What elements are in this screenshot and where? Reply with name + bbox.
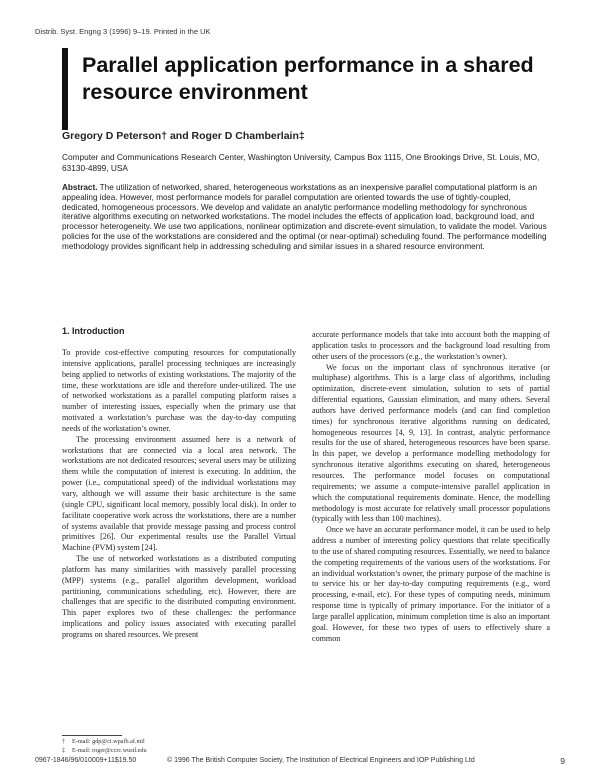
left-column	[62, 348, 296, 641]
copyright-line: © 1996 The British Computer Society, The Institution of Electrical Engineers and IOP Publishing Ltd	[167, 757, 475, 764]
paragraph: Once we have an accurate performance model, it can be used to help address a number of interesting policy questions that relate specifically to the use of shared computing resources. Essentially, we need to balance the competing requirements of the various users of the workstations. For an individual workstation’s owner, the primary purpose of the machine is to service his or her day-to-day computing requirements (e.g., word processing, e-mail, etc). For these types of computing needs, minimum response time is typically of primary importance. For the initiator of a large parallel application, minimum completion time is also an important goal. However, for these two types of users to effectively share a common	[312, 525, 550, 643]
paper-title: Parallel application performance in a shared resource environment	[82, 53, 534, 104]
page-number: 9	[560, 756, 565, 766]
abstract	[62, 183, 548, 252]
footnote-text: E-mail: roger@ccrc.wustl.edu	[72, 747, 147, 754]
footnotes	[62, 737, 147, 755]
footnote	[62, 737, 147, 746]
paragraph: To provide cost-effective computing resources for computationally intensive applications, parallel processing techniques are increasingly being applied to networks of existing workstations. The majority of the time, these workstations are idle and therefore under-utilized. The use of networked workstations as a parallel computing platform raises a number of interesting issues, especially when the primary use that motivated a workstation’s purchase was the day-to-day computing needs of the workstation’s owner.	[62, 348, 296, 433]
footnote-mark: †	[62, 738, 66, 745]
title-rule	[62, 48, 68, 130]
affiliation: Computer and Communications Research Center, Washington University, Campus Box 1115, One Brookings Drive, St. Louis, MO, 63130-4899, USA	[62, 152, 540, 173]
footnote-mark: ‡	[62, 747, 66, 754]
footnote-rule	[62, 735, 122, 736]
paragraph: The processing environment assumed here is a network of workstations that are connected via a local area network. The workstations are not dedicated resources; several users may be utilizing them while the computation of interest is executing. In addition, the power (i.e., computational speed) of the individual workstations may vary, although we will assume their basic architecture is the same (single CPU, significant local memory, possibly local disk). In order to facilitate cooperative work across the workstations, there are a number of systems available that provide message passing and process control primitives [26]. Our experimental results use the Parallel Virtual Machine (PVM) system [24].	[62, 434, 296, 553]
right-column	[312, 330, 550, 644]
abstract-text: The utilization of networked, shared, heterogeneous workstations as an inexpensive parallel computational platform is an appealing idea. However, most performance models for parallel computation are oriented towards the use of tightly-coupled, dedicated, homogeneous processors. We develop and validate an analytic performance modelling methodology for synchronous iterative algorithms executing on networked workstations. The model includes the effects of application load, background load, and processor heterogeneity. We use two applications, nonlinear optimization and discrete-event simulation, to validate the model. Various policies for the use of the workstations are considered and the optimal (or near-optimal) scheduling found. The performance modelling methodology provides significant help in addressing scheduling and similar issues in a shared resource environment.	[62, 183, 547, 251]
abstract-label: Abstract.	[62, 183, 98, 192]
issn-code: 0967-1846/96/010009+11$19.50	[35, 757, 137, 764]
running-head: Distrib. Syst. Engng 3 (1996) 9–19. Printed in the UK	[35, 27, 211, 36]
paragraph: We focus on the important class of synchronous iterative (or multiphase) algorithms. This is a large class of algorithms, including optimization, discrete-event simulation, solution to sets of partial differential equations, Gaussian elimination, and many others. Several authors have derived performance models (and can find completion times) for synchronous iterative algorithms running on dedicated, homogeneous resources [4, 9, 13]. In contrast, analytic performance results for the use of shared, heterogeneous resources have been sparse. In this paper, we develop a performance modelling methodology for synchronous iterative algorithms executing on shared, heterogeneous resources. The performance model focuses on computational requirements; we assume a compute-intensive parallel application in which the computational requirements dominate. Hence, the modelling methodology is most accurate for relatively small processor populations (typically with less than 100 machines).	[312, 362, 550, 524]
footnote-text: E-mail: gdp@ci.wpafb.af.mil	[72, 738, 145, 745]
paragraph: The use of networked workstations as a distributed computing platform has many similarities with massively parallel processing (MPP) systems (e.g., parallel algorithm development, workload partitioning, communications scheduling, etc). However, there are challenges that are specific to the distributed computing environment. This paper explores two of these challenges: the performance implications and policy issues associated with executing parallel programs on shared resources. We present	[62, 554, 296, 639]
authors: Gregory D Peterson† and Roger D Chamberlain‡	[62, 130, 305, 142]
section-heading-introduction: 1. Introduction	[62, 326, 125, 336]
paragraph: accurate performance models that take into account both the mapping of application tasks to processors and the background load resulting from other users of the processors (e.g., the workstation’s owner).	[312, 330, 550, 361]
footnote	[62, 746, 147, 755]
